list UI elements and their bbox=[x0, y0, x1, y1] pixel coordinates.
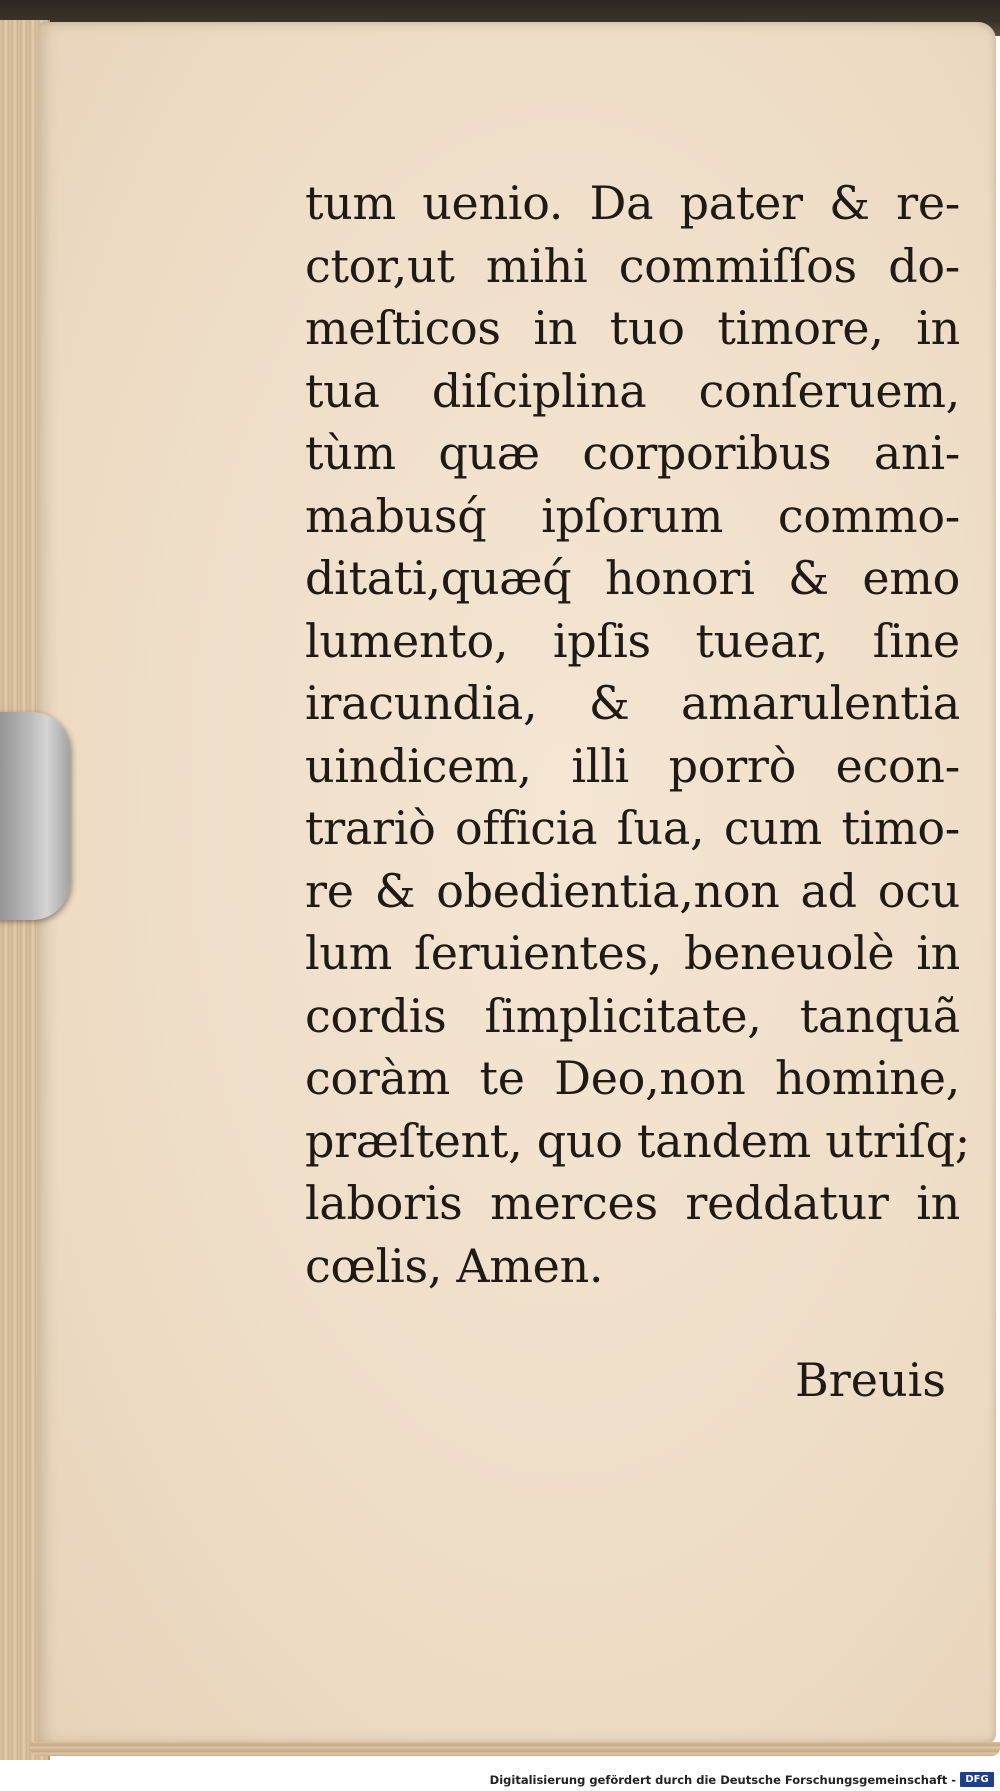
page-text bbox=[305, 172, 970, 1297]
text-line: uindicem, illi porrò econ- bbox=[305, 738, 960, 793]
text-line: trariò officia ſua, cum timo- bbox=[305, 801, 960, 855]
text-line: meſticos in tuo timore, in bbox=[305, 301, 960, 355]
text-line: tùm quæ corporibus ani- bbox=[305, 426, 960, 480]
text-line: laboris merces reddatur in bbox=[305, 1176, 960, 1230]
catchword: Breuis bbox=[795, 1353, 946, 1407]
page-clip bbox=[0, 712, 70, 920]
text-line: iracundia, & amarulentia bbox=[305, 676, 960, 730]
text-line: ditati,quæq́ honori & emo bbox=[305, 551, 960, 605]
text-line: tum uenio. Da pater & re- bbox=[305, 176, 960, 230]
text-line: cordis ſimplicitate, tanquã bbox=[305, 988, 960, 1043]
text-line: cœlis, Amen. bbox=[305, 1238, 604, 1293]
text-line: præſtent, quo tandem utriſq; bbox=[305, 1113, 970, 1168]
text-line: re & obedientia,non ad ocu bbox=[305, 863, 960, 918]
text-line: tua diſciplina conſeruem, bbox=[305, 363, 960, 418]
page-bottom-edge bbox=[30, 1742, 1000, 1756]
text-line: lum ſeruientes, beneuolè in bbox=[305, 926, 960, 980]
text-line: mabusq́ ipſorum commo- bbox=[305, 488, 960, 543]
footer-credit: Digitalisierung gefördert durch die Deutsche Forschungsgemeinschaft - bbox=[489, 1773, 956, 1787]
text-line: lumento, ipſis tuear, ſine bbox=[305, 613, 960, 668]
text-line: ctor,ut mihi commiſſos do- bbox=[305, 238, 960, 293]
dfg-logo-icon: DFG bbox=[960, 1772, 994, 1787]
text-line: coràm te Deo,non homine, bbox=[305, 1051, 960, 1105]
